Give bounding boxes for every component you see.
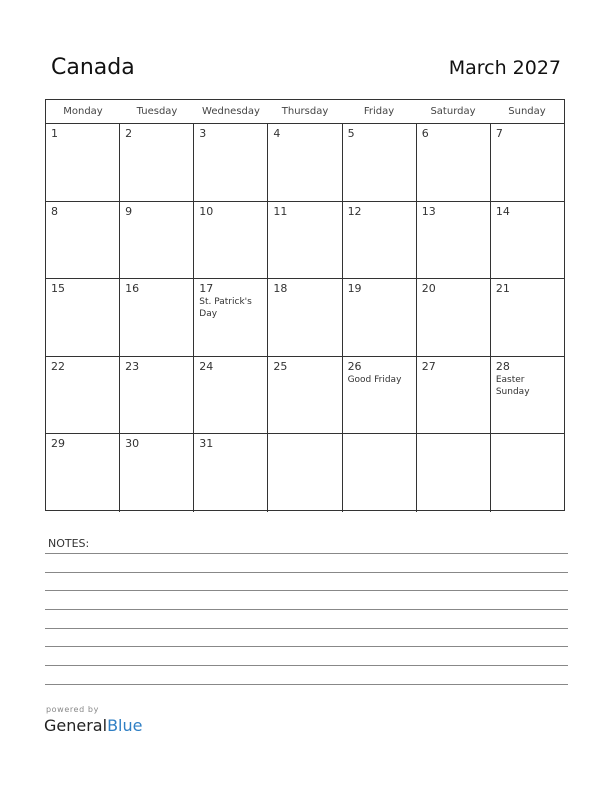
day-cell	[491, 124, 564, 201]
week-row-3	[46, 279, 564, 357]
note-line	[45, 553, 568, 554]
month-year-title: March 2027	[448, 57, 561, 79]
weekday-tuesday: Tuesday	[136, 106, 178, 117]
day-cell	[120, 357, 194, 434]
day-number: 27	[421, 359, 436, 373]
day-cell	[46, 202, 120, 279]
day-number: 26	[347, 359, 362, 373]
day-number: 6	[421, 127, 429, 140]
day-cell	[417, 202, 491, 279]
day-number: 3	[199, 127, 207, 140]
day-number: 25	[273, 359, 288, 373]
day-number: 22	[51, 359, 65, 373]
weekday-wednesday: Wednesday	[202, 106, 260, 117]
day-cell	[343, 124, 417, 201]
day-number: 24	[199, 359, 214, 373]
week-row-2	[46, 202, 564, 280]
day-cell	[417, 357, 491, 434]
day-number: 16	[125, 282, 140, 296]
day-number: 2	[125, 127, 133, 140]
day-cell	[491, 434, 564, 512]
day-cell	[417, 279, 491, 356]
day-number: 5	[347, 127, 355, 140]
day-cell	[343, 279, 417, 356]
week-row-1	[46, 124, 564, 202]
brand-general: General	[44, 716, 108, 735]
holiday-label: St. Patrick's Day	[199, 297, 252, 320]
day-number: 9	[125, 204, 133, 218]
note-line	[45, 590, 568, 591]
day-number: 28	[495, 359, 510, 373]
day-number: 10	[199, 204, 214, 218]
holiday-label: Good Friday	[347, 374, 402, 385]
day-cell	[120, 279, 194, 356]
notes-label: NOTES:	[48, 537, 90, 550]
day-cell	[194, 279, 268, 356]
day-number: 30	[125, 437, 140, 451]
note-line	[45, 684, 568, 685]
day-cell	[417, 434, 491, 512]
day-number: 11	[273, 204, 288, 218]
weekday-monday: Monday	[63, 106, 103, 117]
generalblue-logo	[44, 716, 142, 735]
weekday-saturday: Saturday	[430, 106, 476, 117]
day-cell	[268, 124, 342, 201]
day-number: 29	[51, 437, 65, 451]
day-cell	[194, 357, 268, 434]
day-number: 21	[495, 282, 510, 296]
day-number: 31	[199, 437, 214, 451]
note-line	[45, 628, 568, 629]
day-cell	[194, 124, 268, 201]
day-cell	[491, 357, 564, 434]
powered-by-text: powered by	[46, 705, 99, 714]
brand-blue: Blue	[107, 716, 143, 735]
day-cell	[268, 434, 342, 512]
day-number: 12	[347, 204, 362, 218]
weekday-thursday: Thursday	[281, 106, 329, 117]
holiday-label: Easter Sunday	[495, 374, 530, 397]
day-cell	[194, 202, 268, 279]
note-line	[45, 646, 568, 647]
day-number: 17	[199, 282, 214, 296]
day-cell	[120, 434, 194, 512]
week-row-4	[46, 357, 564, 435]
day-cell	[491, 279, 564, 356]
note-line	[45, 572, 568, 573]
note-line	[45, 665, 568, 666]
day-cell	[343, 434, 417, 512]
day-cell	[268, 357, 342, 434]
day-number: 18	[273, 282, 288, 296]
day-number: 20	[421, 282, 436, 296]
weekday-header-row	[46, 100, 564, 124]
day-number: 8	[51, 204, 58, 218]
day-number: 23	[125, 359, 140, 373]
weekday-friday: Friday	[363, 106, 395, 117]
country-title: Canada	[51, 55, 135, 80]
day-number: 14	[495, 204, 510, 218]
day-number: 4	[273, 127, 281, 140]
day-cell	[268, 202, 342, 279]
day-cell	[46, 434, 120, 512]
day-number: 13	[421, 204, 436, 218]
day-cell	[268, 279, 342, 356]
day-cell	[46, 357, 120, 434]
day-cell	[343, 357, 417, 434]
day-cell	[417, 124, 491, 201]
day-cell	[491, 202, 564, 279]
day-number: 1	[51, 127, 58, 140]
week-row-5	[46, 434, 564, 512]
day-number: 7	[495, 127, 503, 140]
day-cell	[343, 202, 417, 279]
day-cell	[120, 124, 194, 201]
day-cell	[120, 202, 194, 279]
day-number: 15	[51, 282, 65, 296]
calendar-grid	[45, 99, 565, 511]
weekday-sunday: Sunday	[508, 106, 546, 117]
day-cell	[46, 279, 120, 356]
note-line	[45, 609, 568, 610]
day-cell	[194, 434, 268, 512]
day-number: 19	[347, 282, 362, 296]
day-cell	[46, 124, 120, 201]
